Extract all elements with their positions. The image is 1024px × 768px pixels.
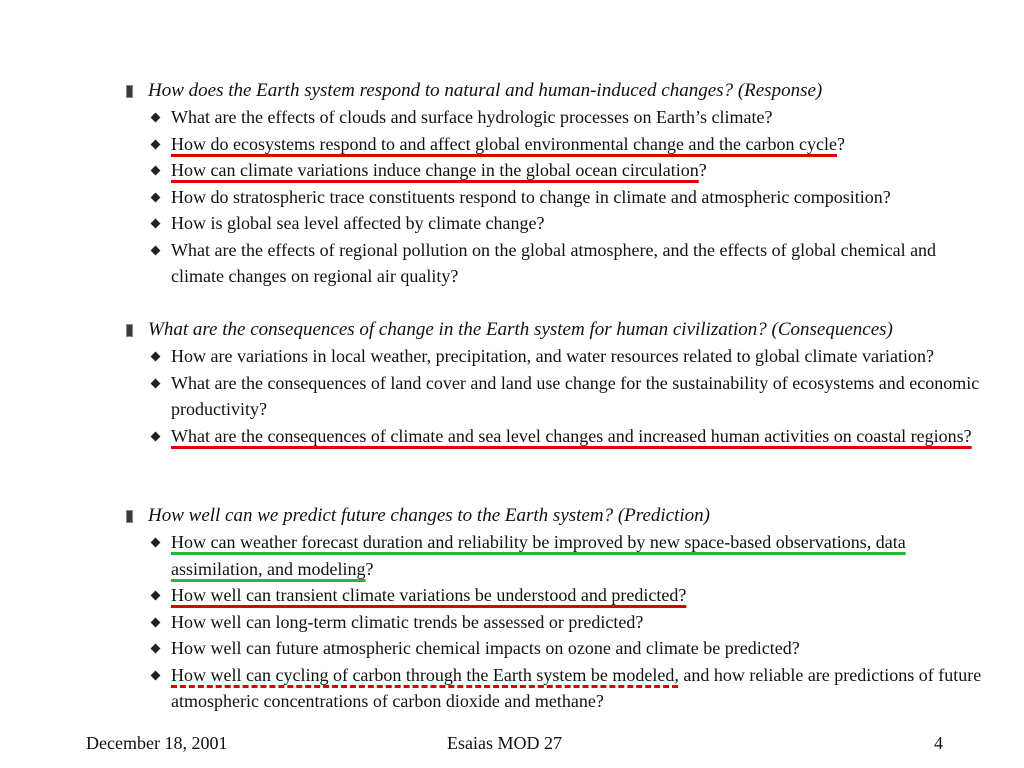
- diamond-bullet-icon: [151, 352, 161, 362]
- diamond-bullet-icon: [151, 431, 161, 441]
- item-text-underlined: How do ecosystems respond to and affect global environmental change and the carbon cycle: [171, 133, 837, 154]
- question-list: [126, 104, 1006, 290]
- item-text: How is global sea level affected by climate change?: [171, 213, 545, 233]
- item-text-suffix: ?: [698, 160, 707, 180]
- section-heading: [126, 317, 1006, 343]
- heading-text: What are the consequences of change in the Earth system for human civilization? (Consequences): [148, 319, 893, 340]
- list-item: [126, 104, 991, 131]
- list-item: [126, 635, 991, 662]
- item-text-suffix: ?: [365, 558, 374, 579]
- square-bullet-icon: [126, 510, 133, 523]
- list-item: [126, 423, 991, 450]
- item-text-underlined: How can climate variations induce change in the global ocean circulation: [171, 160, 699, 180]
- list-item: [126, 157, 991, 184]
- item-text: What are the consequences of land cover and land use change for the sustainability of ecosystems and economic productivity?: [171, 372, 980, 419]
- list-item: [126, 131, 991, 158]
- item-text-underlined: How well can cycling of carbon through the Earth system be modeled,: [171, 664, 679, 685]
- footer-date: December 18, 2001: [86, 733, 228, 753]
- list-item: [126, 609, 991, 636]
- list-item: [126, 210, 991, 237]
- section-heading: [126, 78, 1006, 104]
- diamond-bullet-icon: [151, 139, 161, 149]
- heading-text: How well can we predict future changes to the Earth system? (Prediction): [148, 505, 710, 526]
- diamond-bullet-icon: [151, 378, 161, 388]
- square-bullet-icon: [126, 85, 133, 98]
- item-text: How well can long-term climatic trends be assessed or predicted?: [171, 611, 644, 632]
- diamond-bullet-icon: [151, 538, 161, 548]
- square-bullet-icon: [126, 324, 133, 337]
- footer-title: Esaias MOD 27: [447, 733, 562, 753]
- section-response: [126, 78, 1006, 290]
- item-text: How well can future atmospheric chemical impacts on ozone and climate be predicted?: [171, 638, 800, 658]
- item-text-suffix: ?: [836, 133, 845, 154]
- item-text-underlined: What are the consequences of climate and sea level changes and increased human activities on coastal regions?: [171, 425, 972, 446]
- list-item: [126, 582, 991, 609]
- diamond-bullet-icon: [151, 166, 161, 176]
- list-item: [126, 370, 991, 423]
- list-item: [126, 343, 991, 370]
- item-text-underlined: How well can transient climate variations be understood and predicted?: [171, 585, 687, 605]
- item-text-underlined: How can weather forecast duration and reliability be improved by new space-based observations, data assimilation, and modeling: [171, 532, 906, 579]
- item-text: What are the effects of regional pollution on the global atmosphere, and the effects of global chemical and climate changes on regional air quality?: [171, 239, 937, 286]
- item-text: How are variations in local weather, precipitation, and water resources related to global climate variation?: [171, 346, 934, 366]
- item-text: What are the effects of clouds and surface hydrologic processes on Earth’s climate?: [171, 107, 773, 127]
- diamond-bullet-icon: [151, 591, 161, 601]
- section-prediction: [126, 503, 1006, 715]
- item-text-rest: and how reliable are predictions of future atmospheric concentrations of carbon dioxide and methane?: [171, 664, 982, 711]
- item-text: How do stratospheric trace constituents respond to change in climate and atmospheric composition?: [171, 186, 891, 207]
- list-item: [126, 184, 991, 211]
- section-heading: [126, 503, 1006, 529]
- footer-page-number: 4: [934, 733, 943, 753]
- list-item: [126, 662, 991, 715]
- diamond-bullet-icon: [151, 245, 161, 255]
- diamond-bullet-icon: [151, 670, 161, 680]
- list-item: [126, 529, 991, 582]
- diamond-bullet-icon: [151, 219, 161, 229]
- question-list: [126, 529, 1006, 715]
- diamond-bullet-icon: [151, 113, 161, 123]
- question-list: [126, 343, 1006, 449]
- list-item: [126, 237, 991, 290]
- section-consequences: [126, 317, 1006, 449]
- diamond-bullet-icon: [151, 192, 161, 202]
- heading-text: How does the Earth system respond to natural and human-induced changes? (Response): [148, 80, 823, 101]
- diamond-bullet-icon: [151, 644, 161, 654]
- diamond-bullet-icon: [151, 617, 161, 627]
